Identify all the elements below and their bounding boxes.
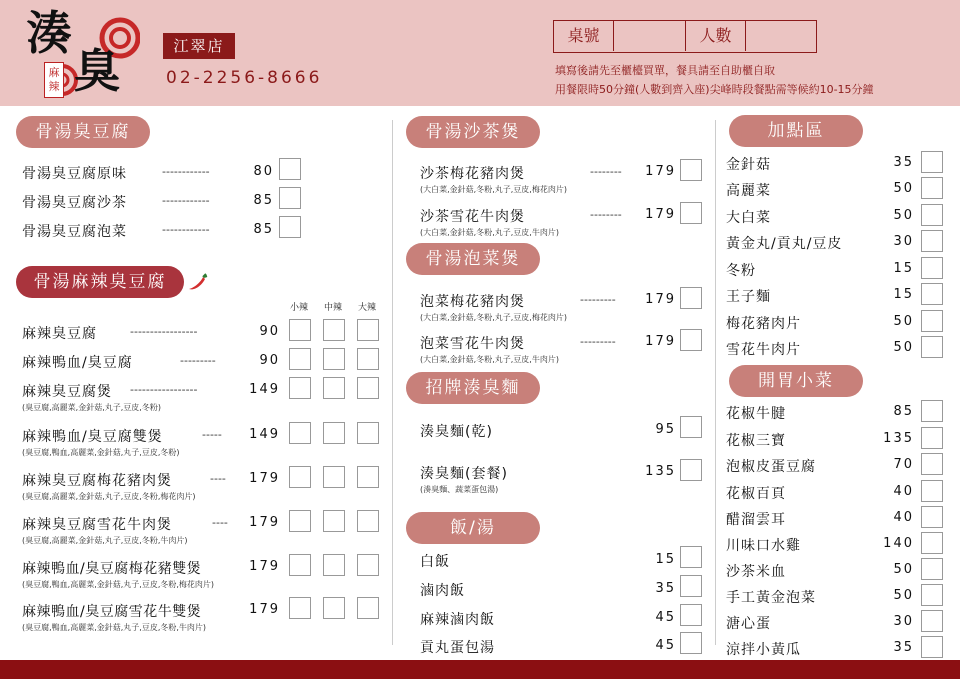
menu-item-name: 花椒三寶 bbox=[726, 433, 786, 449]
quantity-box[interactable] bbox=[680, 159, 702, 181]
quantity-box[interactable] bbox=[921, 230, 943, 252]
menu-item-ingredients: (臭豆腐,高麗菜,金針菇,丸子,豆皮,冬粉) bbox=[22, 403, 161, 412]
menu-item-ingredients: (湊臭麵、蔬菜蛋包湯) bbox=[420, 485, 499, 494]
dot-leader: ---- bbox=[212, 516, 228, 529]
quantity-box[interactable] bbox=[921, 283, 943, 305]
dot-leader: -------- bbox=[590, 165, 622, 178]
medium-quantity-box[interactable] bbox=[323, 319, 345, 341]
menu-item-price: 179 bbox=[645, 334, 676, 349]
people-count-field[interactable] bbox=[746, 21, 816, 51]
medium-quantity-box[interactable] bbox=[323, 377, 345, 399]
menu-item-name: 川味口水雞 bbox=[726, 538, 801, 554]
menu-item-price: 40 bbox=[893, 510, 914, 525]
menu-item-price: 70 bbox=[893, 457, 914, 472]
mild-quantity-box[interactable] bbox=[289, 377, 311, 399]
menu-item-price: 90 bbox=[259, 324, 280, 339]
menu-item-price: 15 bbox=[655, 552, 676, 567]
menu-item-name: 麻辣臭豆腐梅花豬肉煲 bbox=[22, 473, 172, 489]
quantity-box[interactable] bbox=[921, 257, 943, 279]
section-title-rice-soup: 飯/湯 bbox=[406, 512, 540, 544]
dot-leader: ------------ bbox=[162, 165, 210, 178]
column-divider bbox=[715, 120, 716, 645]
quantity-box[interactable] bbox=[921, 610, 943, 632]
section-title-appetizers: 開胃小菜 bbox=[729, 365, 863, 397]
quantity-box[interactable] bbox=[279, 216, 301, 238]
menu-item-name: 骨湯臭豆腐泡菜 bbox=[22, 224, 127, 240]
quantity-box[interactable] bbox=[680, 459, 702, 481]
hot-quantity-box[interactable] bbox=[357, 348, 379, 370]
menu-item-name: 涼拌小黃瓜 bbox=[726, 642, 801, 658]
quantity-box[interactable] bbox=[680, 632, 702, 654]
menu-item-price: 35 bbox=[893, 155, 914, 170]
menu-item-name: 雪花牛肉片 bbox=[726, 342, 801, 358]
menu-item-price: 179 bbox=[249, 471, 280, 486]
menu-item-ingredients: (臭豆腐,鴨血,高麗菜,金針菇,丸子,豆皮,冬粉,梅花肉片) bbox=[22, 580, 215, 589]
menu-item-name: 沙茶米血 bbox=[726, 564, 786, 580]
menu-item-ingredients: (大白菜,金針菇,冬粉,丸子,豆皮,梅花肉片) bbox=[420, 185, 567, 194]
dot-leader: --------- bbox=[180, 354, 216, 367]
quantity-box[interactable] bbox=[921, 636, 943, 658]
section-title-spicy-tofu: 骨湯麻辣臭豆腐 bbox=[16, 266, 184, 298]
footer-bar bbox=[0, 660, 960, 679]
hot-quantity-box[interactable] bbox=[357, 319, 379, 341]
menu-item-price: 45 bbox=[655, 610, 676, 625]
menu-item-price: 179 bbox=[249, 602, 280, 617]
medium-quantity-box[interactable] bbox=[323, 348, 345, 370]
hot-quantity-box[interactable] bbox=[357, 510, 379, 532]
table-number-field[interactable] bbox=[614, 21, 686, 51]
menu-item-price: 30 bbox=[893, 614, 914, 629]
quantity-box[interactable] bbox=[921, 310, 943, 332]
menu-item-name: 花椒牛腱 bbox=[726, 406, 786, 422]
menu-item-ingredients: (臭豆腐,高麗菜,金針菇,丸子,豆皮,冬粉,梅花肉片) bbox=[22, 492, 196, 501]
quantity-box[interactable] bbox=[279, 187, 301, 209]
menu-item-price: 50 bbox=[893, 208, 914, 223]
quantity-box[interactable] bbox=[921, 506, 943, 528]
mild-quantity-box[interactable] bbox=[289, 554, 311, 576]
order-note: 填寫後請先至櫃檯買單，餐具請至自助櫃自取 bbox=[555, 64, 775, 77]
section-title-signature-noodles: 招牌湊臭麵 bbox=[406, 372, 540, 404]
menu-item-name: 麻辣鴨血/臭豆腐雙煲 bbox=[22, 429, 163, 445]
menu-item-name: 大白菜 bbox=[726, 210, 771, 226]
medium-quantity-box[interactable] bbox=[323, 554, 345, 576]
menu-item-price: 135 bbox=[883, 431, 914, 446]
quantity-box[interactable] bbox=[680, 329, 702, 351]
menu-item-price: 179 bbox=[645, 207, 676, 222]
menu-item-price: 179 bbox=[249, 559, 280, 574]
menu-item-price: 50 bbox=[893, 314, 914, 329]
medium-quantity-box[interactable] bbox=[323, 422, 345, 444]
mild-quantity-box[interactable] bbox=[289, 466, 311, 488]
menu-item-price: 179 bbox=[249, 515, 280, 530]
table-label: 桌號 bbox=[554, 21, 614, 51]
menu-item-name: 麻辣鴨血/臭豆腐梅花豬雙煲 bbox=[22, 561, 202, 577]
chili-pepper-icon bbox=[186, 272, 208, 292]
menu-item-price: 85 bbox=[893, 404, 914, 419]
menu-item-price: 35 bbox=[655, 581, 676, 596]
menu-item-price: 90 bbox=[259, 353, 280, 368]
medium-quantity-box[interactable] bbox=[323, 466, 345, 488]
menu-item-price: 50 bbox=[893, 340, 914, 355]
menu-item-name: 麻辣臭豆腐 bbox=[22, 326, 97, 342]
logo-char-1: 湊 bbox=[26, 6, 72, 60]
quantity-box[interactable] bbox=[921, 453, 943, 475]
menu-item-price: 50 bbox=[893, 181, 914, 196]
menu-item-name: 麻辣滷肉飯 bbox=[420, 612, 495, 628]
quantity-box[interactable] bbox=[921, 204, 943, 226]
section-title-kimchi-pot: 骨湯泡菜煲 bbox=[406, 243, 540, 275]
logo-badge: 麻辣 bbox=[44, 62, 64, 98]
menu-item-ingredients: (大白菜,金針菇,冬粉,丸子,豆皮,梅花肉片) bbox=[420, 313, 567, 322]
menu-item-price: 80 bbox=[253, 164, 274, 179]
menu-item-price: 149 bbox=[249, 427, 280, 442]
store-name: 江翠店 bbox=[163, 33, 235, 59]
menu-item-name: 梅花豬肉片 bbox=[726, 316, 801, 332]
menu-item-price: 30 bbox=[893, 234, 914, 249]
menu-item-name: 麻辣鴨血/臭豆腐雪花牛雙煲 bbox=[22, 604, 202, 620]
quantity-box[interactable] bbox=[680, 546, 702, 568]
menu-item-price: 179 bbox=[645, 292, 676, 307]
menu-item-price: 85 bbox=[253, 193, 274, 208]
menu-item-price: 50 bbox=[893, 562, 914, 577]
quantity-box[interactable] bbox=[921, 177, 943, 199]
quantity-box[interactable] bbox=[921, 400, 943, 422]
dot-leader: ----------------- bbox=[130, 325, 198, 338]
dot-leader: --------- bbox=[580, 335, 616, 348]
dot-leader: ------------ bbox=[162, 194, 210, 207]
quantity-box[interactable] bbox=[680, 287, 702, 309]
menu-item-name: 白飯 bbox=[420, 554, 450, 570]
menu-item-name: 泡椒皮蛋豆腐 bbox=[726, 459, 816, 475]
menu-item-name: 湊臭麵(套餐) bbox=[420, 466, 508, 482]
menu-item-name: 黃金丸/貢丸/豆皮 bbox=[726, 236, 843, 252]
menu-item-ingredients: (大白菜,金針菇,冬粉,丸子,豆皮,牛肉片) bbox=[420, 355, 559, 364]
menu-item-name: 泡菜雪花牛肉煲 bbox=[420, 336, 525, 352]
menu-item-name: 貢丸蛋包湯 bbox=[420, 640, 495, 656]
menu-item-price: 40 bbox=[893, 484, 914, 499]
menu-item-name: 冬粉 bbox=[726, 263, 756, 279]
hot-quantity-box[interactable] bbox=[357, 422, 379, 444]
quantity-box[interactable] bbox=[921, 151, 943, 173]
dot-leader: ------------ bbox=[162, 223, 210, 236]
menu-item-price: 149 bbox=[249, 382, 280, 397]
hot-quantity-box[interactable] bbox=[357, 554, 379, 576]
phone-number: 02-2256-8666 bbox=[166, 68, 323, 88]
quantity-box[interactable] bbox=[279, 158, 301, 180]
menu-item-name: 手工黃金泡菜 bbox=[726, 590, 816, 606]
quantity-box[interactable] bbox=[680, 604, 702, 626]
dot-leader: -------- bbox=[590, 208, 622, 221]
menu-item-name: 湊臭麵(乾) bbox=[420, 424, 493, 440]
menu-item-ingredients: (臭豆腐,高麗菜,金針菇,丸子,豆皮,冬粉,牛肉片) bbox=[22, 536, 188, 545]
hot-quantity-box[interactable] bbox=[357, 466, 379, 488]
mild-quantity-box[interactable] bbox=[289, 422, 311, 444]
quantity-box[interactable] bbox=[680, 416, 702, 438]
menu-item-name: 醋溜雲耳 bbox=[726, 512, 786, 528]
dot-leader: --------- bbox=[580, 293, 616, 306]
menu-item-name: 高麗菜 bbox=[726, 183, 771, 199]
menu-item-ingredients: (臭豆腐,鴨血,高麗菜,金針菇,丸子,豆皮,冬粉) bbox=[22, 448, 180, 457]
mild-quantity-box[interactable] bbox=[289, 319, 311, 341]
quantity-box[interactable] bbox=[921, 558, 943, 580]
spice-level-mild: 小辣 bbox=[290, 303, 309, 313]
header bbox=[0, 0, 960, 106]
menu-item-name: 沙茶雪花牛肉煲 bbox=[420, 209, 525, 225]
menu-item-name: 滷肉飯 bbox=[420, 583, 465, 599]
menu-item-price: 135 bbox=[645, 464, 676, 479]
section-title-satay-pot: 骨湯沙茶煲 bbox=[406, 116, 540, 148]
menu-item-price: 85 bbox=[253, 222, 274, 237]
section-title-add-ons: 加點區 bbox=[729, 115, 863, 147]
quantity-box[interactable] bbox=[921, 584, 943, 606]
menu-item-ingredients: (大白菜,金針菇,冬粉,丸子,豆皮,牛肉片) bbox=[420, 228, 559, 237]
menu-item-price: 179 bbox=[645, 164, 676, 179]
menu-item-name: 王子麵 bbox=[726, 289, 771, 305]
menu-item-name: 泡菜梅花豬肉煲 bbox=[420, 294, 525, 310]
medium-quantity-box[interactable] bbox=[323, 597, 345, 619]
dot-leader: ----------------- bbox=[130, 383, 198, 396]
quantity-box[interactable] bbox=[680, 202, 702, 224]
quantity-box[interactable] bbox=[921, 532, 943, 554]
section-title-bone-soup-tofu: 骨湯臭豆腐 bbox=[16, 116, 150, 148]
menu-item-price: 95 bbox=[655, 422, 676, 437]
quantity-box[interactable] bbox=[680, 575, 702, 597]
spice-level-hot: 大辣 bbox=[358, 303, 377, 313]
people-label: 人數 bbox=[686, 21, 746, 51]
logo bbox=[22, 8, 140, 98]
quantity-box[interactable] bbox=[921, 336, 943, 358]
time-limit-note: 用餐限時50分鐘(人數到齊入座)尖峰時段餐點需等候約10-15分鐘 bbox=[555, 83, 874, 96]
hot-quantity-box[interactable] bbox=[357, 377, 379, 399]
quantity-box[interactable] bbox=[921, 427, 943, 449]
menu-item-name: 溏心蛋 bbox=[726, 616, 771, 632]
column-divider bbox=[392, 120, 393, 645]
menu-item-price: 45 bbox=[655, 638, 676, 653]
mild-quantity-box[interactable] bbox=[289, 510, 311, 532]
menu-item-name: 麻辣臭豆腐煲 bbox=[22, 384, 112, 400]
menu-item-price: 35 bbox=[893, 640, 914, 655]
menu-item-price: 50 bbox=[893, 588, 914, 603]
menu-item-name: 骨湯臭豆腐沙茶 bbox=[22, 195, 127, 211]
menu-item-name: 麻辣鴨血/臭豆腐 bbox=[22, 355, 133, 371]
table-info-box bbox=[553, 20, 817, 53]
menu-item-name: 花椒百頁 bbox=[726, 486, 786, 502]
dot-leader: ---- bbox=[210, 472, 226, 485]
menu-item-name: 沙茶梅花豬肉煲 bbox=[420, 166, 525, 182]
logo-char-2: 臭 bbox=[74, 44, 120, 98]
hot-quantity-box[interactable] bbox=[357, 597, 379, 619]
menu-item-price: 15 bbox=[893, 261, 914, 276]
mild-quantity-box[interactable] bbox=[289, 597, 311, 619]
menu-item-name: 骨湯臭豆腐原味 bbox=[22, 166, 127, 182]
menu-item-ingredients: (臭豆腐,鴨血,高麗菜,金針菇,丸子,豆皮,冬粉,牛肉片) bbox=[22, 623, 207, 632]
mild-quantity-box[interactable] bbox=[289, 348, 311, 370]
menu-item-name: 麻辣臭豆腐雪花牛肉煲 bbox=[22, 517, 172, 533]
menu-item-price: 15 bbox=[893, 287, 914, 302]
dot-leader: ----- bbox=[202, 428, 222, 441]
menu-item-price: 140 bbox=[883, 536, 914, 551]
quantity-box[interactable] bbox=[921, 480, 943, 502]
spice-level-medium: 中辣 bbox=[324, 303, 343, 313]
menu-item-name: 金針菇 bbox=[726, 157, 771, 173]
medium-quantity-box[interactable] bbox=[323, 510, 345, 532]
